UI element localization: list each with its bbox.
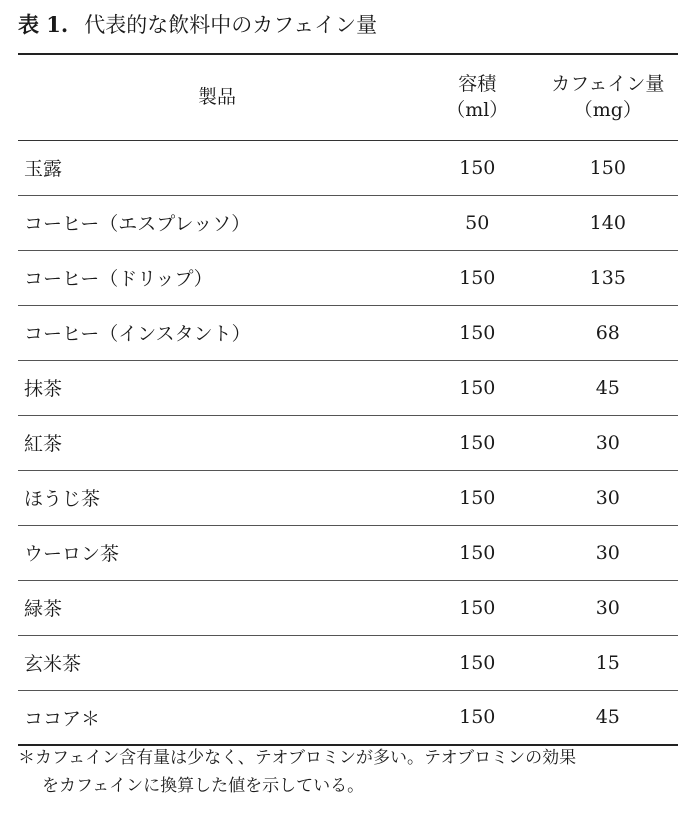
product-name: ココア＊ [24,707,101,730]
product-name: コーヒー（ドリップ） [24,268,213,290]
footnote [18,744,683,800]
volume-value: 150 [459,486,496,509]
caffeine-value: 68 [595,321,620,344]
volume-value: 150 [459,376,496,399]
table-body [18,140,678,745]
header-caffeine-label: カフェイン量 [551,73,665,96]
caffeine-value: 30 [595,596,620,619]
caffeine-value: 140 [589,211,626,234]
product-name: 玉露 [24,158,63,180]
volume-value: 150 [459,431,496,454]
volume-value: 150 [459,706,496,729]
product-name: 抹茶 [24,378,63,400]
table-number: 表 1. [18,12,69,37]
product-name: ほうじ茶 [24,488,101,510]
product-name: 玄米茶 [24,653,82,675]
caffeine-value: 15 [595,651,620,674]
volume-value: 150 [459,321,496,344]
volume-value: 150 [459,541,496,564]
volume-value: 150 [459,156,496,179]
table-row [18,470,678,525]
header-volume-unit: （ml） [446,99,509,122]
caffeine-value: 30 [595,541,620,564]
product-name: コーヒー（エスプレッソ） [24,213,251,235]
caffeine-value: 30 [595,431,620,454]
caffeine-value: 150 [589,156,626,179]
table-caption: 代表的な飲料中のカフェイン量 [84,13,378,37]
caffeine-table [18,53,678,746]
table-row [18,415,678,470]
header-volume [417,54,538,140]
caffeine-value: 45 [595,706,620,729]
caffeine-value: 45 [595,376,620,399]
caffeine-value: 30 [595,486,620,509]
volume-value: 50 [465,211,490,234]
table-row [18,250,678,305]
header-product: 製品 [197,86,236,109]
table-row [18,525,678,580]
header-caffeine [538,54,678,140]
header-volume-label: 容積 [458,73,497,96]
footnote-line-1: ＊カフェイン含有量は少なく、テオブロミンが多い。テオブロミンの効果 [18,748,577,768]
table-row [18,305,678,360]
header-row [18,54,678,140]
product-name: 緑茶 [24,598,63,620]
table-row [18,635,678,690]
footnote-line-2: をカフェインに換算した値を示している。 [42,776,365,796]
volume-value: 150 [459,266,496,289]
product-name: ウーロン茶 [24,543,120,565]
header-caffeine-unit: （mg） [573,99,642,122]
caffeine-value: 135 [589,266,626,289]
table-row [18,140,678,195]
product-name: コーヒー（インスタント） [24,323,251,345]
table-row [18,690,678,745]
table-title [18,10,377,40]
table-row [18,360,678,415]
volume-value: 150 [459,596,496,619]
volume-value: 150 [459,651,496,674]
product-name: 紅茶 [24,433,63,455]
table-header [18,54,678,140]
table-row [18,195,678,250]
table-row [18,580,678,635]
